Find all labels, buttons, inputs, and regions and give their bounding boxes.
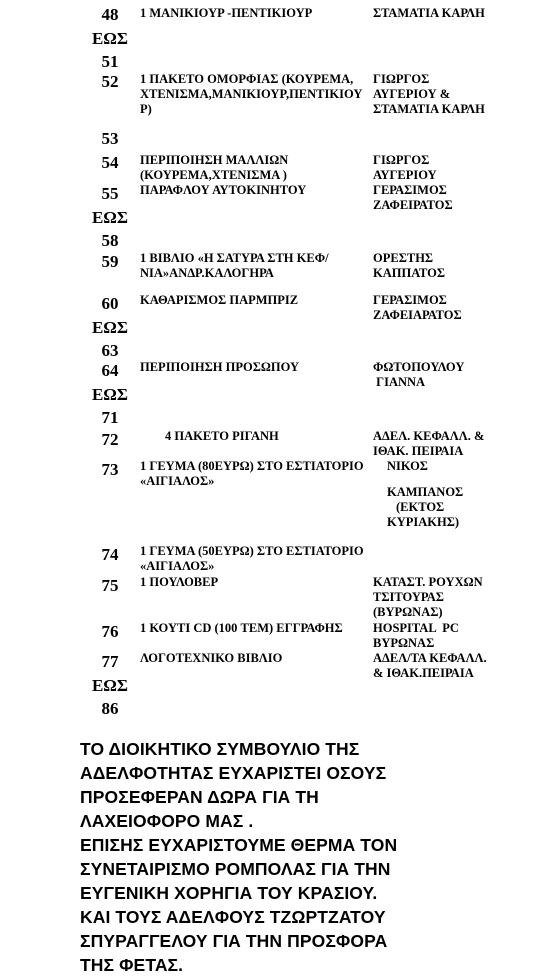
gift-donor: ΣΤΑΜΑΤΙΑ ΚΑΡΛΗ — [373, 6, 485, 20]
gift-donor: ΦΩΤΟΠΟΥΛΟΥ ΓΙΑΝΝΑ — [373, 360, 465, 389]
note-line: ΕΥΓΕΝΙΚΗ ΧΟΡΗΓΙΑ ΤΟΥ ΚΡΑΣΙΟΥ. — [80, 883, 378, 903]
item-number: 77 ΕΩΣ 86 — [91, 652, 129, 718]
gift-description: 1 ΓΕΥΜΑ (80ΕΥΡΩ) ΣΤΟ ΕΣΤΙΑΤΟΡΙΟ «ΑΙΓΙΑΛΟΣ» — [140, 459, 364, 488]
item-number: 52 53 — [101, 72, 119, 148]
item-number: 60 ΕΩΣ 63 — [91, 294, 129, 360]
note-line: ΤΗΣ ΦΕΤΑΣ. — [80, 955, 184, 975]
gift-description: ΛΟΓΟΤΕΧΝΙΚΟ ΒΙΒΛΙΟ — [140, 651, 283, 665]
gift-description: ΠΑΡΑΦΛΟΥ ΑΥΤΟΚΙΝΗΤΟΥ — [140, 183, 307, 197]
note-line: ΣΥΝΕΤΑΙΡΙΣΜΟ ΡΟΜΠΟΛΑΣ ΓΙΑ ΤΗΝ — [80, 859, 391, 879]
item-number: 74 — [101, 545, 119, 564]
gift-donor: ΝΙΚΟΣ — [387, 459, 428, 473]
gift-description: ΠΕΡΙΠΟΙΗΣΗ ΜΑΛΛΙΩΝ (ΚΟΥΡΕΜΑ,ΧΤΕΝΙΣΜΑ ) — [140, 153, 289, 182]
gift-description: 1 ΠΟΥΛΟΒΕΡ — [140, 575, 219, 589]
item-number: 64 ΕΩΣ 71 — [91, 361, 129, 427]
thank-you-note — [80, 737, 530, 977]
gift-description: 1 ΜΑΝΙΚΙΟΥΡ -ΠΕΝΤΙΚΙΟΥΡ — [140, 6, 313, 20]
item-number: 55 ΕΩΣ 58 — [91, 184, 129, 250]
note-line: ΣΠΥΡΑΓΓΕΛΟΥ ΓΙΑ ΤΗΝ ΠΡΟΣΦΟΡΑ — [80, 931, 388, 951]
gift-donor: ΟΡΕΣΤΗΣ ΚΑΠΠΑΤΟΣ — [373, 251, 446, 280]
gift-description: 1 ΚΟΥΤΙ CD (100 ΤΕΜ) ΕΓΓΡΑΦΗΣ — [140, 621, 343, 635]
gift-donor: ΚΑΤΑΣΤ. ΡΟΥΧΩΝ ΤΣΙΤΟΥΡΑΣ (ΒΥΡΩΝΑΣ) — [373, 575, 483, 619]
note-line: ΑΔΕΛΦΟΤΗΤΑΣ ΕΥΧΑΡΙΣΤΕΙ ΟΣΟΥΣ — [80, 763, 387, 783]
gift-description: ΠΕΡΙΠΟΙΗΣΗ ΠΡΟΣΩΠΟΥ — [140, 360, 300, 374]
note-line: ΚΑΙ ΤΟΥΣ ΑΔΕΛΦΟΥΣ ΤΖΩΡΤΖΑΤΟΥ — [80, 907, 386, 927]
gift-donor: ΓΙΩΡΓΟΣ ΑΥΓΕΡΙΟΥ — [373, 153, 437, 182]
gift-donor: ΓΕΡΑΣΙΜΟΣ ΖΑΦΕΙΑΡΑΤΟΣ — [373, 293, 462, 322]
gift-description: 1 ΠΑΚΕΤΟ ΟΜΟΡΦΙΑΣ (ΚΟΥΡΕΜΑ, ΧΤΕΝΙΣΜΑ,ΜΑΝΙΚΙΟΥΡ,ΠΕΝΤΙΚΙΟΥ Ρ) — [140, 72, 363, 116]
note-line: ΛΑΧΕΙΟΦΟΡΟ ΜΑΣ . — [80, 811, 254, 831]
item-number: 76 — [101, 622, 119, 641]
gift-donor: ΓΕΡΑΣΙΜΟΣ ΖΑΦΕΙΡΑΤΟΣ — [373, 183, 453, 212]
gift-description: 4 ΠΑΚΕΤΟ ΡΙΓΑΝΗ — [165, 429, 279, 443]
note-line: ΤΟ ΔΙΟΙΚΗΤΙΚΟ ΣΥΜΒΟΥΛΙΟ ΤΗΣ — [80, 739, 360, 759]
item-number: 72 — [101, 430, 119, 449]
gift-donor-continued: ΚΑΜΠΑΝΟΣ (ΕΚΤΟΣ ΚΥΡΙΑΚΗΣ) — [387, 485, 464, 529]
gift-description: 1 ΒΙΒΛΙΟ «Η ΣΑΤΥΡΑ ΣΤΗ ΚΕΦ/ ΝΙΑ»ΑΝΔΡ.ΚΑΛΟΓΗΡΑ — [140, 251, 329, 280]
item-number: 73 — [101, 460, 119, 479]
gift-donor: ΑΔΕΛ. ΚΕΦΑΛΛ. & ΙΘΑΚ. ΠΕΙΡΑΙΑ — [373, 429, 485, 458]
item-number: 54 — [101, 153, 119, 172]
gift-donor: HOSPITAL PC ΒΥΡΩΝΑΣ — [373, 621, 459, 650]
gift-description: 1 ΓΕΥΜΑ (50ΕΥΡΩ) ΣΤΟ ΕΣΤΙΑΤΟΡΙΟ «ΑΙΓΙΑΛΟΣ» — [140, 544, 364, 573]
note-line: ΕΠΙΣΗΣ ΕΥΧΑΡΙΣΤΟΥΜΕ ΘΕΡΜΑ ΤΟΝ — [80, 835, 398, 855]
item-number: 59 — [101, 252, 119, 271]
gift-donor: ΓΙΩΡΓΟΣ ΑΥΓΕΡΙΟΥ & ΣΤΑΜΑΤΙΑ ΚΑΡΛΗ — [373, 72, 485, 116]
item-number: 48 ΕΩΣ 51 — [91, 5, 129, 71]
item-number: 75 — [101, 576, 119, 595]
note-line: ΠΡΟΣΕΦΕΡΑΝ ΔΩΡΑ ΓΙΑ ΤΗ — [80, 787, 319, 807]
gift-donor: ΑΔΕΛ/ΤΑ ΚΕΦΑΛΛ. & ΙΘΑΚ.ΠΕΙΡΑΙΑ — [373, 651, 487, 680]
gift-description: ΚΑΘΑΡΙΣΜΟΣ ΠΑΡΜΠΡΙΖ — [140, 293, 299, 307]
